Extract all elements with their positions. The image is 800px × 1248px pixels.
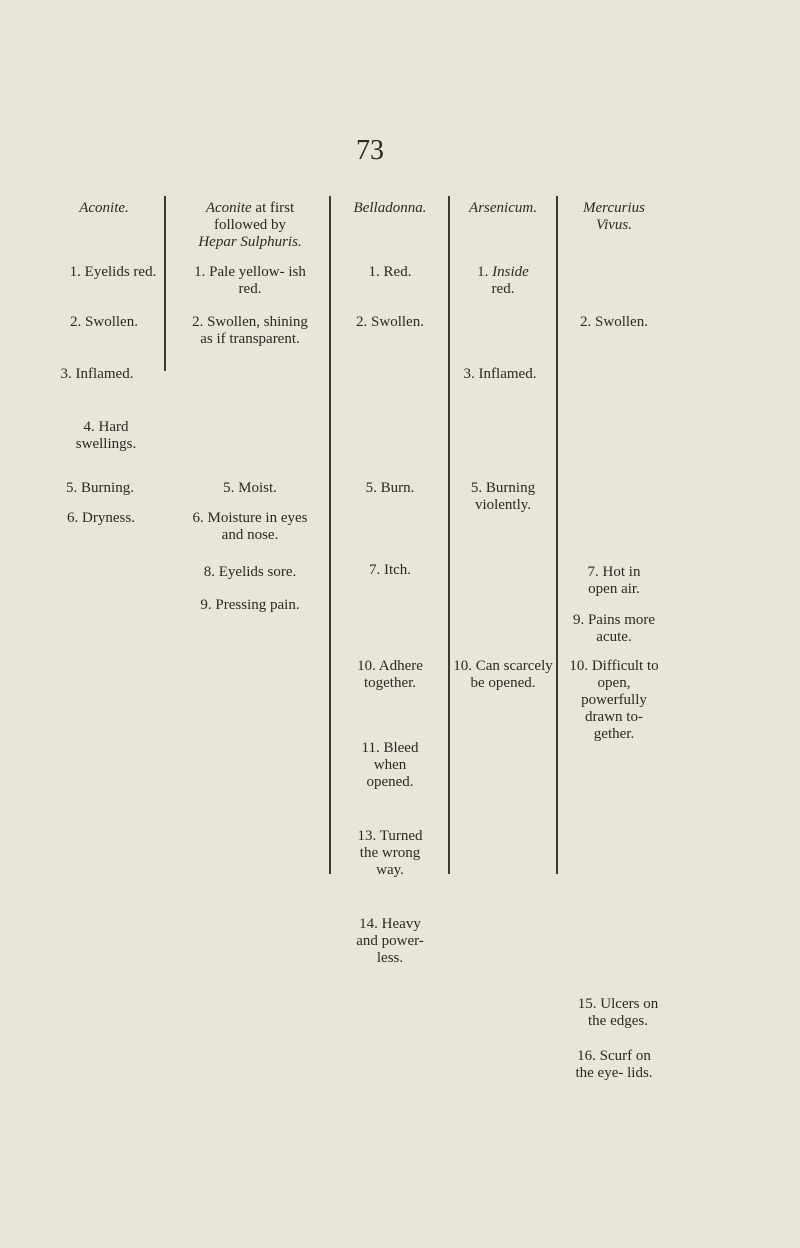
symptom-entry: 9. Pains more acute. (572, 612, 656, 645)
symptom-entry: 2. Swollen. (580, 314, 648, 330)
column-header: Belladonna. (353, 200, 427, 216)
symptom-entry: 6. Moisture in eyes and nose. (192, 510, 308, 543)
symptom-entry: 10. Adhere together. (357, 658, 423, 691)
symptom-entry: 6. Dryness. (67, 510, 135, 526)
symptom-entry: 5. Burning violently. (470, 480, 536, 513)
page-number: 73 (356, 135, 384, 166)
column-header (180, 200, 320, 251)
column-header: Aconite. (79, 200, 129, 216)
symptom-entry (462, 264, 544, 298)
symptom-entry: 13. Turned the wrong way. (357, 828, 423, 878)
symptom-entry: 2. Swollen. (70, 314, 138, 330)
column-aconite-hepar (170, 200, 330, 620)
header-line: Vivus. (596, 217, 632, 233)
symptom-entry: 7. Hot in open air. (587, 564, 641, 597)
symptom-entry: 1. Pale yellow- ish red. (194, 264, 306, 297)
column-mercurius-vivus (558, 200, 670, 1081)
symptom-entry: 2. Swollen. (356, 314, 424, 330)
column-header: Arsenicum. (469, 200, 537, 216)
column-belladonna (332, 200, 448, 966)
symptom-entry: 3. Inflamed. (60, 366, 134, 382)
symptom-entry: 5. Burn. (365, 480, 415, 496)
entry-number: 1. (477, 264, 493, 280)
header-text: at first followed by (213, 200, 295, 233)
symptom-entry: 2. Swollen, shining as if transparent. (192, 314, 308, 347)
symptom-entry: 10. Difficult to open, powerfully drawn to- gether. (569, 658, 659, 742)
entry-text: red. (491, 281, 515, 297)
symptom-entry: 9. Pressing pain. (200, 597, 300, 613)
column-arsenicum (450, 200, 556, 691)
header-line: Mercurius (583, 200, 645, 216)
entry-emphasis: Inside (492, 264, 529, 280)
symptom-entry: 7. Itch. (368, 562, 412, 578)
symptom-entry: 10. Can scarcely be opened. (453, 658, 553, 691)
symptom-entry: 8. Eyelids sore. (203, 564, 297, 580)
symptom-entry: 1. Red. (368, 264, 412, 280)
symptom-entry: 11. Bleed when opened. (361, 740, 419, 790)
symptom-entry: 15. Ulcers on the edges. (577, 996, 659, 1029)
symptom-entry: 14. Heavy and power- less. (356, 916, 424, 966)
column-header (558, 200, 670, 234)
symptom-entry: 3. Inflamed. (463, 366, 537, 382)
symptom-entry: 16. Scurf on the eye- lids. (575, 1048, 653, 1081)
symptom-entry: 5. Burning. (66, 480, 134, 496)
header-remedy: Hepar Sulphuris. (198, 234, 302, 250)
symptom-entry: 1. Eyelids red. (69, 264, 157, 280)
symptom-entry: 4. Hard swellings. (75, 419, 137, 452)
symptom-entry: 5. Moist. (223, 480, 277, 496)
column-aconite (40, 200, 168, 526)
header-remedy: Aconite (205, 200, 252, 216)
